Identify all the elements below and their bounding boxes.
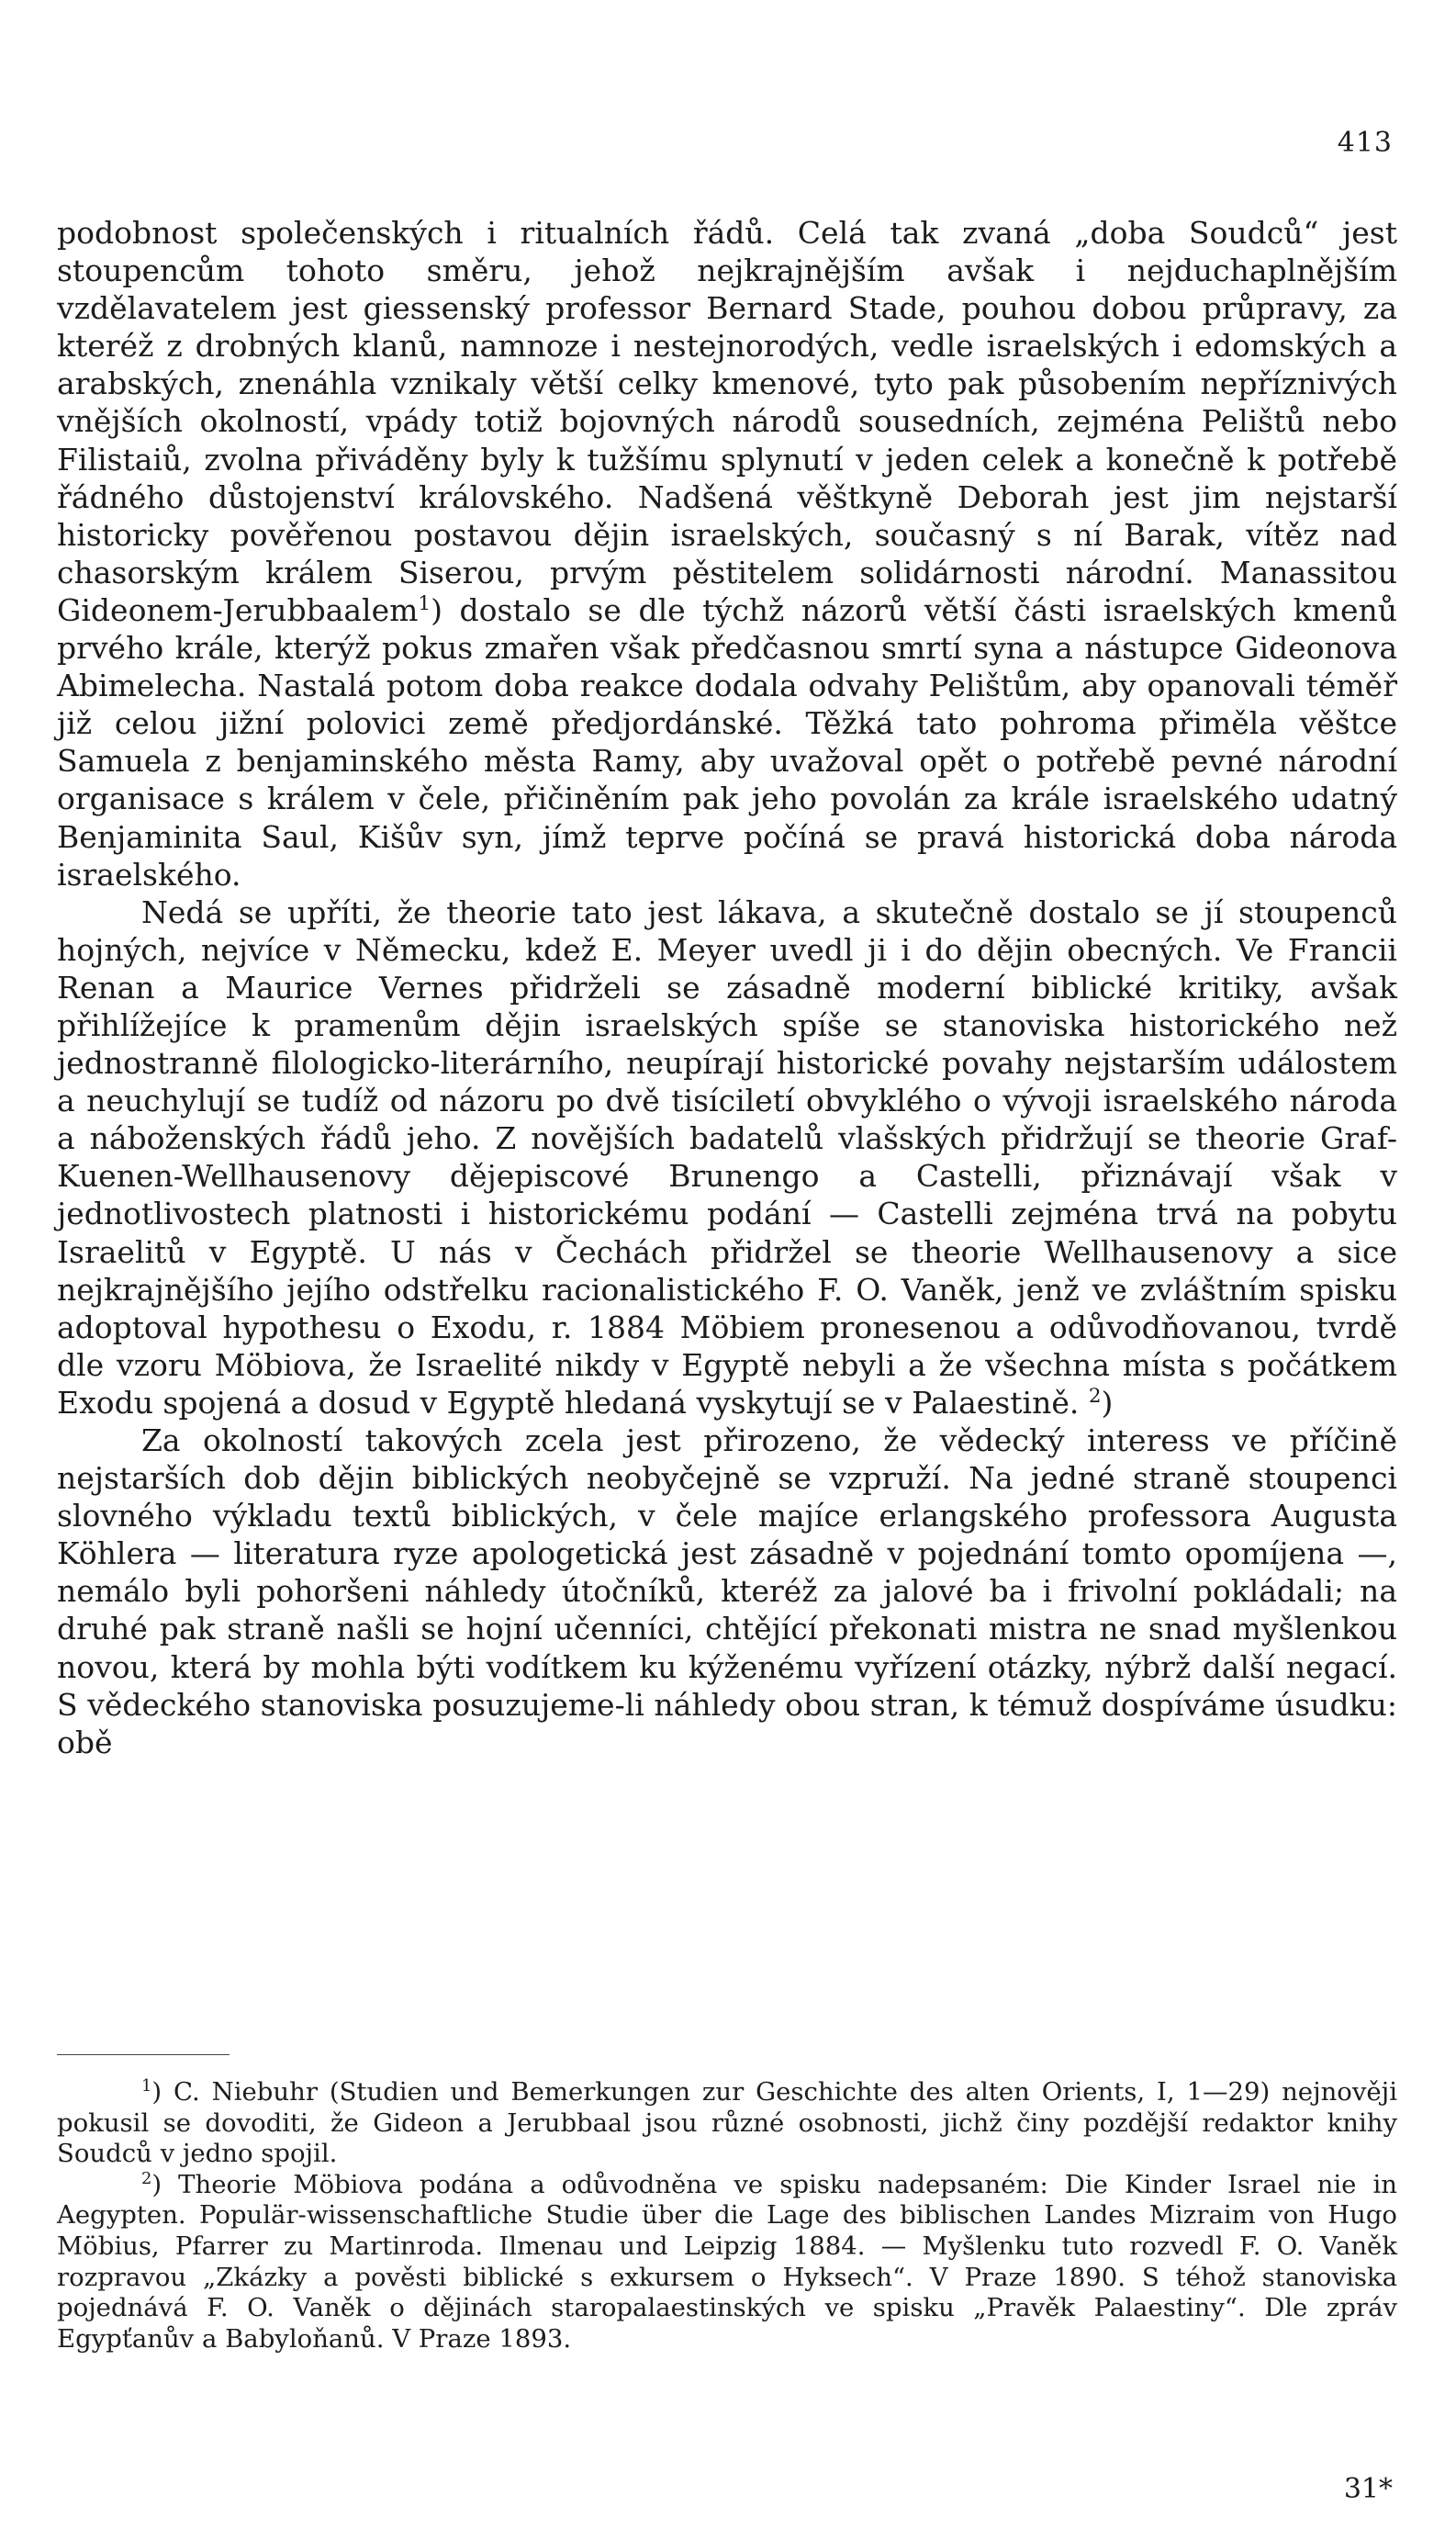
signature-mark: 31*: [1343, 2473, 1393, 2505]
footnote-1: [57, 2077, 1397, 2170]
paragraph-2-text: Nedá se upříti, že theorie tato jest lákava, a skutečně dostalo se jí stoupenců hojných, nejvíce v Německu, kdež E. Meyer uvedl ji i do dějin obecných. Ve Francii Renan a Maurice Vernes přidrželi se zásadně moderní biblické kritiky, avšak přihlížejíce k pramenům dějin israelských spíše se stanoviska historického než jednostranně filologicko-literárního, neupírají historické povahy nejstarším událostem a neuchylují se tudíž od názoru po dvě tisíciletí obvyklého o vývoji israelského národa a náboženských řádů jeho. Z novějších badatelů vlašských přidržují se theorie Graf-Kuenen-Wellhausenovy dějepiscové Brunengo a Castelli, přiznávají však v jednotlivostech platnosti i historickému podání — Castelli zejména trvá na pobytu Israelitů v Egyptě. U nás v Čechách přidržel se theorie Wellhausenovy a sice nejkrajnějšího jejího odstřelku racionalistického F. O. Vaněk, jenž ve zvláštním spisku adoptoval hypothesu o Exodu, r. 1884 Möbiem pronesenou a odůvodňovanou, tvrdě dle vzoru Möbiova, že Israelité nikdy v Egyptě nebyli a že všechna místa s počátkem Exodu spojená a dosud v Egyptě hledaná vyskytují se v Palaestině.: [57, 893, 1397, 1421]
paragraph-1-text: podobnost společenských i ritualních řádů. Celá tak zvaná „doba Soudců“ jest stoupencům tohoto směru, jehož nejkrajnějším avšak i nejduchaplnějším vzdělavatelem jest giessenský professor Bernard Stade, pouhou dobou průpravy, za kteréž z drobných klanů, namnoze i nestejnorodých, vedle israelských i edomských a arabských, znenáhla vznikaly větší celky kmenové, tyto pak působením nepříznivých vnějších okolností, vpády totiž bojovných národů sousedních, zejména Pelištů nebo Filistaiů, zvolna přiváděny byly k tužšímu splynutí v jeden celek a konečně k potřebě řádného důstojenství královského. Nadšená věštkyně Deborah jest jim nejstarší historicky pověřenou postavou dějin israelských, současný s ní Barak, vítěz nad chasorským králem Siserou, prvým pěstitelem solidárnosti národní. Manassitou Gideonem-Jerubbaalem: [57, 215, 1397, 628]
footnote-2: [57, 2170, 1397, 2355]
paragraph-1-tail: dostalo se dle týchž názorů větší části israelských kmenů prvého krále, kterýž pokus zmařen však předčasnou smrtí syna a nástupce Gideonova Abimelecha. Nastalá potom doba reakce dodala odvahy Pelištům, aby opanovali téměř již celou jižní polovici země předjordánské. Těžká tato pohroma přiměla věštce Samuela z benjaminského města Ramy, aby uvažoval opět o potřebě pevné národní organisace s králem v čele, přičiněním pak jeho povolán za krále israelského udatný Benjaminita Saul, Kišův syn, jímž teprve počíná se pravá historická doba národa israelského.: [57, 591, 1397, 893]
paragraph-1: podobnost společenských i ritualních řádů. Celá tak zvaná „doba Soudců“ jest stoupencům tohoto směru, jehož nejkrajnějším avšak i nejduchaplnějším vzdělavatelem jest giessenský professor Bernard Stade, pouhou dobou průpravy, za kteréž z drobných klanů, namnoze i nestejnorodých, vedle israelských i edomských a arabských, znenáhla vznikaly větší celky kmenové, tyto pak působením nepříznivých vnějších okolností, vpády totiž bojovných národů sousedních, zejména Pelištů nebo Filistaiů, zvolna přiváděny byly k tužšímu splynutí v jeden celek a konečně k potřebě řádného důstojenství královského. Nadšená věštkyně Deborah jest jim nejstarší historicky pověřenou postavou dějin israelských, současný s ní Barak, vítěz nad chasorským králem Siserou, prvým pěstitelem solidárnosti národní. Manassitou Gideonem-Jerubbaalem$^1$) dostalo se dle týchž názorů větší části israelských kmenů prvého krále, kterýž pokus zmařen však předčasnou smrtí syna a nástupce Gideonova Abimelecha. Nastalá potom doba reakce dodala odvahy Pelištům, aby opanovali téměř již celou jižní polovici země předjordánské. Těžká tato pohroma přiměla věštce Samuela z benjaminského města Ramy, aby uvažoval opět o potřebě pevné národní organisace s králem v čele, přičiněním pak jeho povolán za krále israelského udatný Benjaminita Saul, Kišův syn, jímž teprve počíná se pravá historická doba národa israelského.: [57, 215, 1397, 893]
footnote-mark-2: 2: [141, 2168, 152, 2188]
footnotes: [57, 2077, 1397, 2355]
paragraph-3: Za okolností takových zcela jest přirozeno, že vědecký interess ve příčině nejstarších dob dějin biblických neobyčejně se vzpruží. Na jedné straně stoupenci slovného výkladu textů biblických, v čele majíce erlangského professora Augusta Köhlera — literatura ryze apologetická jest zásadně v pojednání tomto opomíjena —, nemálo byli pohoršeni náhledy útočníků, kteréž za jalové ba i frivolní pokládali; na druhé pak straně našli se hojní učenníci, chtějící překonati mistra ne snad myšlenkou novou, která by mohla býti vodítkem ku kýženému vyřízení otázky, nýbrž další negací. S vědeckého stanoviska posuzujeme-li náhledy obou stran, k témuž dospíváme úsudku: obě: [57, 1422, 1397, 1760]
footnote-ref-2: 2: [1088, 1384, 1102, 1408]
footnote-divider: [57, 2054, 230, 2055]
paragraph-2: Nedá se upříti, že theorie tato jest lákava, a skutečně dostalo se jí stoupenců hojných, nejvíce v Německu, kdež E. Meyer uvedl ji i do dějin obecných. Ve Francii Renan a Maurice Vernes přidrželi se zásadně moderní biblické kritiky, avšak přihlížejíce k pramenům dějin israelských spíše se stanoviska historického než jednostranně filologicko-literárního, neupírají historické povahy nejstarším událostem a neuchylují se tudíž od názoru po dvě tisíciletí obvyklého o vývoji israelského národa a náboženských řádů jeho. Z novějších badatelů vlašských přidržují se theorie Graf-Kuenen-Wellhausenovy dějepiscové Brunengo a Castelli, přiznávají však v jednotlivostech platnosti i historickému podání — Castelli zejména trvá na pobytu Israelitů v Egyptě. U nás v Čechách přidržel se theorie Wellhausenovy a sice nejkrajnějšího jejího odstřelku racionalistického F. O. Vaněk, jenž ve zvláštním spisku adoptoval hypothesu o Exodu, r. 1884 Möbiem pronesenou a odůvodňovanou, tvrdě dle vzoru Möbiova, že Israelité nikdy v Egyptě nebyli a že všechna místa s počátkem Exodu spojená a dosud v Egyptě hledaná vyskytují se v Palaestině. $^2$): [57, 893, 1397, 1421]
footnote-mark-1: 1: [141, 2075, 152, 2096]
page-number: 413: [1337, 127, 1393, 159]
footnote-ref-1: 1: [418, 591, 431, 615]
footnote-1-text: ) C. Niebuhr (Studien und Bemerkungen zur Geschichte des alten Orients, I, 1—29) nejnověji pokusil se dovoditi, že Gideon a Jerubbaal jsou různé osobnosti, jichž činy pozdější redaktor knihy Soudců v jedno spojil.: [57, 2077, 1397, 2169]
footnote-2-text: ) Theorie Möbiova podána a odůvodněna ve spisku nadepsaném: Die Kinder Israel nie in Aegypten. Populär-wissenschaftliche Studie über die Lage des biblischen Landes Mizraim von Hugo Möbius, Pfarrer zu Martinroda. Ilmenau und Leipzig 1884. — Myšlenku tuto rozvedl F. O. Vaněk rozpravou „Zkázky a pověsti biblické s exkursem o Hyksech“. V Praze 1890. S téhož stanoviska pojednává F. O. Vaněk o dějinách staropalaestinských ve spisku „Pravěk Palaestiny“. Dle zpráv Egypťanův a Babyloňanů. V Praze 1893.: [57, 2169, 1397, 2354]
main-text: [57, 214, 1397, 1761]
